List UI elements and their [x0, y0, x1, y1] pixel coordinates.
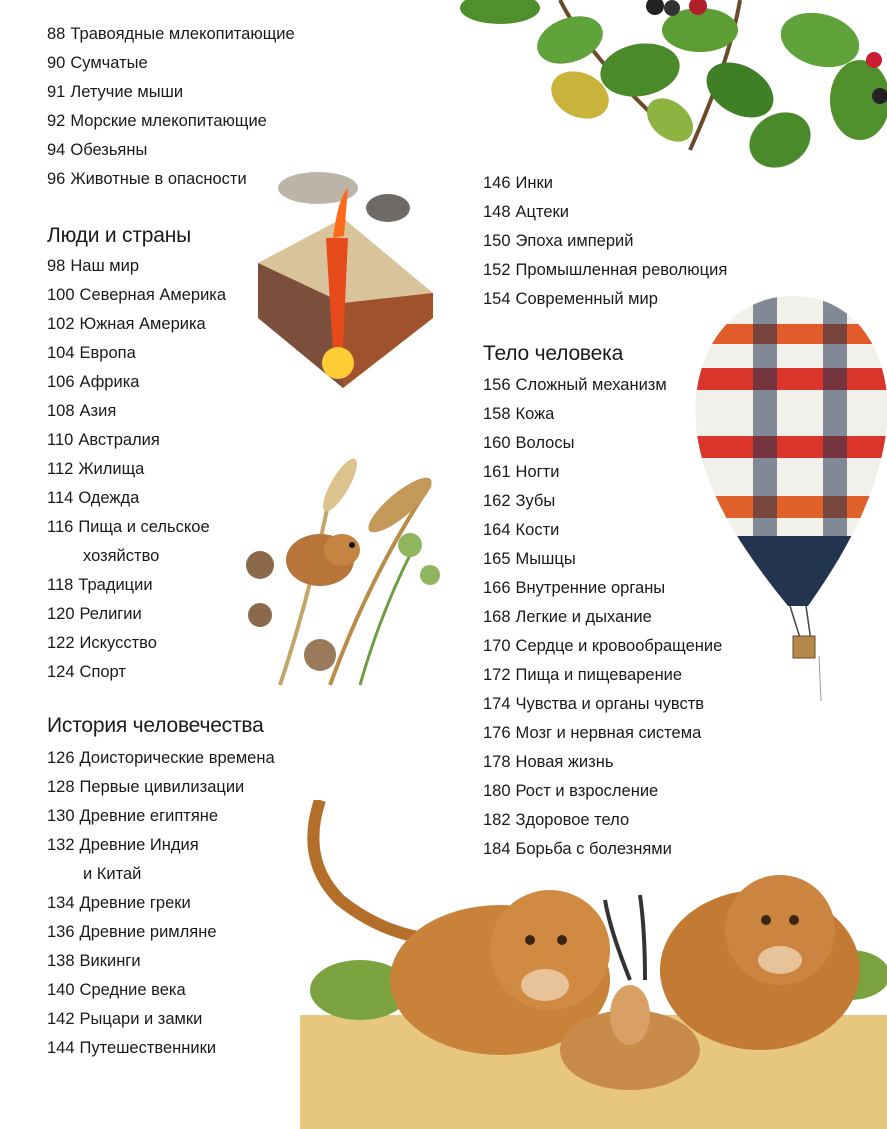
list-item[interactable]: [483, 375, 667, 395]
page-number: 122: [47, 634, 75, 652]
page-number: 170: [483, 637, 511, 655]
section-heading-people: Люди и страны: [47, 224, 192, 247]
entry-title: Животные в опасности: [70, 170, 247, 188]
list-item[interactable]: [483, 752, 613, 772]
entry-title: Спорт: [79, 663, 126, 681]
page-number: 180: [483, 782, 511, 800]
page-number: 172: [483, 666, 511, 684]
page-number: 114: [47, 489, 74, 507]
entry-title-continuation: хозяйство: [83, 547, 160, 565]
list-item[interactable]: [47, 633, 157, 653]
entry-title: Азия: [79, 402, 117, 420]
page-number: 132: [47, 836, 75, 854]
entry-title: Африка: [79, 373, 140, 391]
entry-title: Легкие и дыхание: [515, 608, 652, 626]
entry-title: Доисторические времена: [79, 749, 275, 767]
entry-title: Травоядные млекопитающие: [70, 25, 295, 43]
page-number: 102: [47, 315, 75, 333]
entry-title: Жилища: [78, 460, 145, 478]
list-item[interactable]: [483, 289, 658, 309]
page-number: 91: [47, 83, 66, 101]
list-item[interactable]: [47, 662, 126, 682]
list-item[interactable]: [483, 491, 555, 511]
list-item[interactable]: [47, 430, 160, 450]
page-number: 136: [47, 923, 75, 941]
page-number: 158: [483, 405, 511, 423]
list-item[interactable]: [483, 607, 652, 627]
list-item[interactable]: [483, 810, 629, 830]
list-item[interactable]: [47, 488, 139, 508]
entry-title: Сердце и кровообращение: [515, 637, 723, 655]
list-item[interactable]: [47, 575, 153, 595]
page-number: 168: [483, 608, 511, 626]
list-item[interactable]: [47, 951, 141, 971]
list-item[interactable]: [47, 169, 247, 189]
page-number: 152: [483, 261, 511, 279]
page-number: 106: [47, 373, 75, 391]
list-item[interactable]: [47, 922, 217, 942]
page-number: 162: [483, 492, 511, 510]
leaves-illustration: [440, 0, 887, 180]
list-item[interactable]: [483, 694, 704, 714]
entry-title: Древние римляне: [79, 923, 217, 941]
entry-title: Кожа: [515, 405, 555, 423]
entry-title: Новая жизнь: [515, 753, 614, 771]
list-item[interactable]: [47, 111, 267, 131]
list-item[interactable]: [483, 665, 682, 685]
entry-title: Австралия: [78, 431, 160, 449]
page-number: 174: [483, 695, 511, 713]
page-number: 110: [47, 431, 74, 449]
entry-title: Чувства и органы чувств: [515, 695, 705, 713]
list-item[interactable]: [47, 285, 226, 305]
entry-title: Сумчатые: [70, 54, 148, 72]
entry-title: Ацтеки: [515, 203, 569, 221]
page-number: 144: [47, 1039, 75, 1057]
page-number: 178: [483, 753, 511, 771]
entry-title-continuation: и Китай: [83, 865, 142, 883]
entry-title: Европа: [79, 344, 136, 362]
entry-title: Рыцари и замки: [79, 1010, 203, 1028]
list-item[interactable]: [483, 462, 559, 482]
list-item[interactable]: [47, 24, 295, 44]
page-number: 130: [47, 807, 75, 825]
list-item[interactable]: [47, 53, 148, 73]
page-number: 142: [47, 1010, 75, 1028]
entry-title: Викинги: [79, 952, 141, 970]
page-number: 156: [483, 376, 511, 394]
list-item[interactable]: [483, 433, 574, 453]
list-item[interactable]: [47, 748, 275, 768]
list-item[interactable]: [47, 314, 206, 334]
list-item[interactable]: [483, 520, 559, 540]
page-number: 164: [483, 521, 511, 539]
entry-title: Сложный механизм: [515, 376, 667, 394]
page-number: 154: [483, 290, 511, 308]
list-item[interactable]: [483, 781, 658, 801]
page-number: 184: [483, 840, 511, 858]
entry-title: Морские млекопитающие: [70, 112, 267, 130]
entry-title: Инки: [515, 174, 553, 192]
entry-title: Древние Индия: [79, 836, 199, 854]
entry-title: Современный мир: [515, 290, 658, 308]
entry-title: Мозг и нервная система: [515, 724, 702, 742]
page-number: 120: [47, 605, 75, 623]
page-number: 140: [47, 981, 75, 999]
list-item[interactable]: [47, 401, 116, 421]
list-item[interactable]: [483, 404, 554, 424]
entry-title: Искусство: [79, 634, 157, 652]
entry-title: Наш мир: [70, 257, 140, 275]
page-number: 124: [47, 663, 75, 681]
entry-title: Летучие мыши: [70, 83, 184, 101]
list-item[interactable]: [483, 839, 672, 859]
list-item[interactable]: [483, 723, 701, 743]
page-number: 126: [47, 749, 75, 767]
entry-title: Религии: [79, 605, 142, 623]
entry-title: Северная Америка: [79, 286, 227, 304]
entry-title: Борьба с болезнями: [515, 840, 672, 858]
entry-title: Пища и пищеварение: [515, 666, 683, 684]
page-number: 138: [47, 952, 75, 970]
page-number: 94: [47, 141, 66, 159]
page-number: 98: [47, 257, 66, 275]
list-item[interactable]: [483, 202, 569, 222]
list-item[interactable]: [47, 1009, 202, 1029]
entry-title: Одежда: [78, 489, 140, 507]
list-item[interactable]: [47, 835, 199, 855]
list-item[interactable]: [47, 1038, 216, 1058]
page-number: 146: [483, 174, 511, 192]
entry-title: Древние греки: [79, 894, 191, 912]
page-number: 148: [483, 203, 511, 221]
list-item[interactable]: [47, 980, 186, 1000]
entry-title: Промышленная революция: [515, 261, 728, 279]
list-item[interactable]: [47, 82, 183, 102]
entry-title: Путешественники: [79, 1039, 217, 1057]
section-heading-history: История человечества: [47, 714, 264, 737]
list-item[interactable]: [483, 173, 553, 193]
page-number: 166: [483, 579, 511, 597]
page-number: 116: [47, 518, 74, 536]
entry-title: Первые цивилизации: [79, 778, 245, 796]
page-number: 112: [47, 460, 74, 478]
list-item[interactable]: [483, 260, 727, 280]
list-item[interactable]: [47, 777, 244, 797]
entry-title: Средние века: [79, 981, 186, 999]
page-number: 88: [47, 25, 66, 43]
list-item[interactable]: [47, 893, 191, 913]
entry-title: Южная Америка: [79, 315, 206, 333]
page-number: 160: [483, 434, 511, 452]
page-number: 165: [483, 550, 511, 568]
page-number: 118: [47, 576, 74, 594]
mouse-wheat-illustration: [230, 455, 445, 700]
list-item[interactable]: [483, 231, 633, 251]
page-number: 92: [47, 112, 66, 130]
list-item[interactable]: [483, 578, 665, 598]
volcano-illustration: [248, 168, 438, 388]
entry-title: Здоровое тело: [515, 811, 630, 829]
entry-title: Пища и сельское: [78, 518, 210, 536]
entry-title: Зубы: [515, 492, 556, 510]
page-number: 134: [47, 894, 75, 912]
list-item[interactable]: [47, 256, 139, 276]
page-number: 182: [483, 811, 511, 829]
page-number: 96: [47, 170, 66, 188]
list-item[interactable]: [47, 604, 142, 624]
entry-title: Внутренние органы: [515, 579, 666, 597]
page-number: 90: [47, 54, 66, 72]
list-item[interactable]: [483, 549, 576, 569]
entry-title: Эпоха империй: [515, 232, 634, 250]
entry-title: Обезьяны: [70, 141, 148, 159]
list-item[interactable]: [47, 140, 147, 160]
list-item[interactable]: [47, 372, 139, 392]
entry-title: Волосы: [515, 434, 575, 452]
list-item[interactable]: [47, 517, 210, 537]
entry-title: Традиции: [78, 576, 153, 594]
page-number: 176: [483, 724, 511, 742]
entry-title: Ногти: [515, 463, 560, 481]
entry-title: Древние египтяне: [79, 807, 219, 825]
page-number: 161: [483, 463, 511, 481]
page-number: 150: [483, 232, 511, 250]
list-item[interactable]: [47, 459, 144, 479]
page-number: 128: [47, 778, 75, 796]
list-item[interactable]: [47, 343, 136, 363]
page-number: 104: [47, 344, 75, 362]
list-item[interactable]: [483, 636, 722, 656]
entry-title: Мышцы: [515, 550, 576, 568]
entry-title: Рост и взросление: [515, 782, 659, 800]
entry-title: Кости: [515, 521, 560, 539]
section-heading-body: Тело человека: [483, 342, 624, 365]
page-number: 100: [47, 286, 75, 304]
page-number: 108: [47, 402, 75, 420]
list-item[interactable]: [47, 806, 218, 826]
